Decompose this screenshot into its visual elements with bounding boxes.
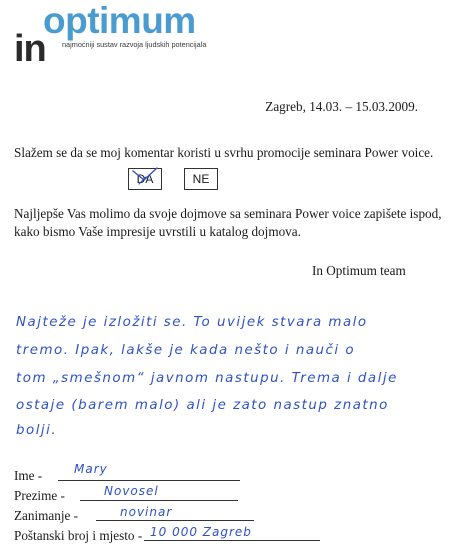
logo-word-optimum: optimum xyxy=(43,0,196,41)
logo-word-in: in xyxy=(14,28,46,70)
postal-city-value: 10 000 Zagreb xyxy=(150,525,252,539)
team-signature: In Optimum team xyxy=(312,263,406,278)
occupation-field[interactable] xyxy=(96,520,254,521)
consent-yes-label: DA xyxy=(136,172,154,186)
form-row-postal-city xyxy=(14,522,444,542)
form-row-name xyxy=(14,462,444,482)
consent-no-box[interactable] xyxy=(184,168,218,190)
surname-field[interactable] xyxy=(80,500,238,501)
handwritten-comment-line: tom „smešnom“ javnom nastupu. Trema i dalje xyxy=(16,371,398,386)
surname-value: Novosel xyxy=(104,484,159,498)
postal-city-field[interactable] xyxy=(144,540,320,541)
event-date: Zagreb, 14.03. – 15.03.2009. xyxy=(265,99,418,114)
consent-statement: Slažem se da se moj komentar koristi u svrhu promocije seminara Power voice. xyxy=(14,145,434,160)
personal-info-form xyxy=(14,462,444,542)
form-row-surname xyxy=(14,482,444,502)
logo-tagline: najmoćniji sustav razvoja ljudskih potencijala xyxy=(62,40,207,49)
occupation-label: Zanimanje - xyxy=(14,508,79,523)
occupation-value: novinar xyxy=(120,505,173,519)
feedback-request-line-1: Najljepše Vas molimo da svoje dojmove sa seminara Power voice zapišete ispod, xyxy=(14,206,442,221)
handwritten-comment-line: ostaje (barem malo) ali je zato nastup znatno xyxy=(16,398,389,413)
feedback-request xyxy=(14,205,442,241)
handwritten-comment-line: bolji. xyxy=(16,423,58,438)
optimum-logo xyxy=(14,0,244,70)
handwritten-comment-line: tremo. Ipak, lakše je kada nešto i nauči o xyxy=(16,343,356,358)
consent-no-label: NE xyxy=(192,172,210,186)
postal-city-label: Poštanski broj i mjesto - xyxy=(14,528,143,543)
handwritten-check-mark-icon xyxy=(130,166,160,190)
name-value: Mary xyxy=(74,462,108,476)
name-label: Ime - xyxy=(14,468,43,483)
form-row-occupation xyxy=(14,502,444,522)
surname-label: Prezime - xyxy=(14,488,65,503)
feedback-request-line-2: kako bismo Vaše impresije uvrstili u katalog dojmova. xyxy=(14,223,301,239)
handwritten-comment-line: Najteže je izložiti se. To uvijek stvara malo xyxy=(16,315,368,330)
name-field[interactable] xyxy=(58,480,240,481)
